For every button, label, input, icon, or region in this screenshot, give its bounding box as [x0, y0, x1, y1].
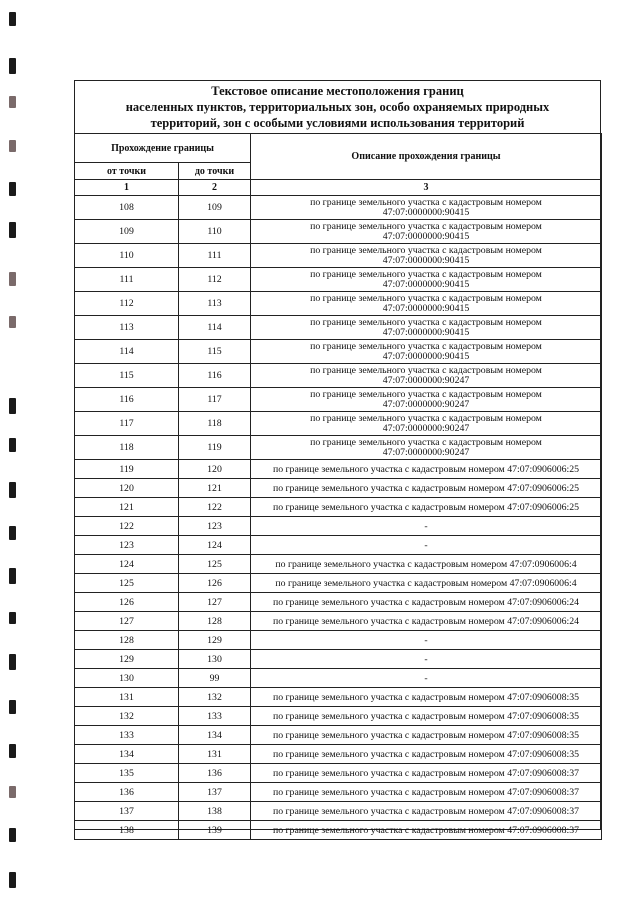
cell-description	[251, 388, 602, 412]
table-row	[75, 764, 602, 783]
cell-from-point: 137	[75, 802, 179, 821]
table-row	[75, 340, 602, 364]
cell-from-point: 125	[75, 574, 179, 593]
cell-from-point: 136	[75, 783, 179, 802]
cell-description	[251, 316, 602, 340]
description-line: по границе земельного участка с кадастровым номером 47:07:0906006:24	[272, 596, 580, 608]
cell-from-point: 114	[75, 340, 179, 364]
table-row	[75, 688, 602, 707]
cell-description	[251, 340, 602, 364]
cadastral-number: 47:07:0000000:90415	[382, 350, 470, 362]
cell-to-point: 123	[179, 517, 251, 536]
cell-to-point: 139	[179, 821, 251, 840]
cell-description	[251, 292, 602, 316]
cadastral-number: 47:07:0000000:90415	[382, 278, 470, 290]
table-row	[75, 555, 602, 574]
binding-mark	[9, 12, 16, 26]
table-row	[75, 631, 602, 650]
cell-description	[251, 436, 602, 460]
binding-mark	[9, 222, 16, 238]
description-line: по границе земельного участка с кадастровым номером	[310, 388, 542, 400]
description-line: по границе земельного участка с кадастровым номером 47:07:0906006:4	[275, 577, 577, 589]
description-line: по границе земельного участка с кадастровым номером	[310, 268, 542, 280]
cell-from-point: 120	[75, 479, 179, 498]
table-row	[75, 436, 602, 460]
header-boundary-passage: Прохождение границы	[75, 134, 251, 163]
cell-description	[251, 593, 602, 612]
binding-mark	[9, 568, 16, 584]
table-row	[75, 536, 602, 555]
cell-description	[251, 479, 602, 498]
description-line: по границе земельного участка с кадастровым номером	[310, 244, 542, 256]
cell-description	[251, 196, 602, 220]
cell-from-point: 131	[75, 688, 179, 707]
description-line: по границе земельного участка с кадастровым номером 47:07:0906008:37	[272, 767, 580, 779]
cell-from-point: 128	[75, 631, 179, 650]
description-line: по границе земельного участка с кадастровым номером	[310, 364, 542, 376]
table-row	[75, 612, 602, 631]
cell-to-point: 111	[179, 244, 251, 268]
cell-from-point: 134	[75, 745, 179, 764]
description-line: -	[424, 539, 428, 551]
binding-mark	[9, 58, 16, 74]
cell-description	[251, 764, 602, 783]
cell-from-point: 132	[75, 707, 179, 726]
cell-description	[251, 220, 602, 244]
description-line: по границе земельного участка с кадастровым номером	[310, 220, 542, 232]
cell-to-point: 132	[179, 688, 251, 707]
description-line: по границе земельного участка с кадастровым номером 47:07:0906008:35	[272, 729, 580, 741]
cell-to-point: 120	[179, 460, 251, 479]
binding-mark	[9, 828, 16, 842]
cell-to-point: 131	[179, 745, 251, 764]
table-row	[75, 292, 602, 316]
cell-from-point: 109	[75, 220, 179, 244]
table-row	[75, 244, 602, 268]
table-row	[75, 220, 602, 244]
cell-description	[251, 460, 602, 479]
table-row	[75, 707, 602, 726]
table-row	[75, 802, 602, 821]
table-body	[75, 196, 602, 840]
cell-description	[251, 745, 602, 764]
cell-to-point: 116	[179, 364, 251, 388]
cell-to-point: 119	[179, 436, 251, 460]
description-line: по границе земельного участка с кадастровым номером 47:07:0906008:35	[272, 748, 580, 760]
cadastral-number: 47:07:0000000:90415	[382, 206, 470, 218]
cell-from-point: 111	[75, 268, 179, 292]
binding-mark	[9, 744, 16, 758]
table-row	[75, 650, 602, 669]
header-to-point: до точки	[179, 163, 251, 180]
description-line: по границе земельного участка с кадастровым номером	[310, 340, 542, 352]
cell-description	[251, 821, 602, 840]
table-row	[75, 479, 602, 498]
cell-to-point: 121	[179, 479, 251, 498]
cell-description	[251, 802, 602, 821]
cell-to-point: 113	[179, 292, 251, 316]
cell-description	[251, 268, 602, 292]
cell-from-point: 119	[75, 460, 179, 479]
table-row	[75, 460, 602, 479]
table-row	[75, 593, 602, 612]
cell-from-point: 116	[75, 388, 179, 412]
description-line: по границе земельного участка с кадастровым номером	[310, 316, 542, 328]
cell-to-point: 134	[179, 726, 251, 745]
description-line: по границе земельного участка с кадастровым номером 47:07:0906008:35	[272, 691, 580, 703]
description-line: -	[424, 672, 428, 684]
cell-description	[251, 536, 602, 555]
document-title	[74, 83, 601, 131]
cell-to-point: 136	[179, 764, 251, 783]
binding-mark	[9, 140, 16, 152]
binding-mark	[9, 872, 16, 888]
cell-description	[251, 612, 602, 631]
cadastral-number: 47:07:0000000:90415	[382, 326, 470, 338]
binding-mark	[9, 612, 16, 624]
table-row	[75, 364, 602, 388]
cell-from-point: 121	[75, 498, 179, 517]
cell-to-point: 133	[179, 707, 251, 726]
cell-description	[251, 650, 602, 669]
description-line: по границе земельного участка с кадастровым номером 47:07:0906008:37	[272, 805, 580, 817]
cell-from-point: 135	[75, 764, 179, 783]
cell-from-point: 124	[75, 555, 179, 574]
header-description: Описание прохождения границы	[251, 134, 602, 180]
description-line: по границе земельного участка с кадастровым номером 47:07:0906006:25	[272, 463, 580, 475]
description-line: по границе земельного участка с кадастровым номером 47:07:0906006:4	[275, 558, 577, 570]
table-row	[75, 268, 602, 292]
cell-description	[251, 783, 602, 802]
table-row	[75, 498, 602, 517]
cell-to-point: 117	[179, 388, 251, 412]
description-line: по границе земельного участка с кадастровым номером	[310, 292, 542, 304]
cell-description	[251, 631, 602, 650]
binding-mark	[9, 482, 16, 498]
cell-from-point: 126	[75, 593, 179, 612]
binding-mark	[9, 96, 16, 108]
binding-mark	[9, 700, 16, 714]
cadastral-number: 47:07:0000000:90415	[382, 254, 470, 266]
header-col-number-2: 2	[179, 180, 251, 196]
description-line: по границе земельного участка с кадастровым номером 47:07:0906006:25	[272, 482, 580, 494]
cell-to-point: 126	[179, 574, 251, 593]
description-line: по границе земельного участка с кадастровым номером	[310, 412, 542, 424]
cell-to-point: 125	[179, 555, 251, 574]
description-line: по границе земельного участка с кадастровым номером 47:07:0906008:37	[272, 786, 580, 798]
table-row	[75, 388, 602, 412]
description-line: по границе земельного участка с кадастровым номером 47:07:0906006:24	[272, 615, 580, 627]
cell-from-point: 138	[75, 821, 179, 840]
cell-description	[251, 726, 602, 745]
cell-description	[251, 517, 602, 536]
cell-description	[251, 555, 602, 574]
cadastral-number: 47:07:0000000:90247	[382, 446, 470, 458]
cell-description	[251, 498, 602, 517]
table-row	[75, 783, 602, 802]
header-col-number-1: 1	[75, 180, 179, 196]
cell-from-point: 127	[75, 612, 179, 631]
cell-description	[251, 244, 602, 268]
cell-from-point: 110	[75, 244, 179, 268]
table-row	[75, 196, 602, 220]
cell-to-point: 112	[179, 268, 251, 292]
binding-mark	[9, 526, 16, 540]
binding-mark	[9, 654, 16, 670]
cell-to-point: 129	[179, 631, 251, 650]
cell-from-point: 117	[75, 412, 179, 436]
cell-description	[251, 412, 602, 436]
cell-to-point: 127	[179, 593, 251, 612]
cell-from-point: 112	[75, 292, 179, 316]
cell-from-point: 133	[75, 726, 179, 745]
cell-to-point: 114	[179, 316, 251, 340]
description-line: по границе земельного участка с кадастровым номером 47:07:0906008:37	[272, 824, 580, 836]
cell-to-point: 99	[179, 669, 251, 688]
cell-from-point: 130	[75, 669, 179, 688]
binding-mark	[9, 316, 16, 328]
cadastral-number: 47:07:0000000:90247	[382, 374, 470, 386]
cell-to-point: 122	[179, 498, 251, 517]
cell-description	[251, 688, 602, 707]
boundary-description-table	[74, 133, 602, 840]
cell-description	[251, 707, 602, 726]
cell-from-point: 115	[75, 364, 179, 388]
description-line: по границе земельного участка с кадастровым номером 47:07:0906006:25	[272, 501, 580, 513]
cadastral-number: 47:07:0000000:90415	[382, 230, 470, 242]
cadastral-number: 47:07:0000000:90247	[382, 422, 470, 434]
binding-mark	[9, 182, 16, 196]
cadastral-number: 47:07:0000000:90415	[382, 302, 470, 314]
description-line: по границе земельного участка с кадастровым номером	[310, 436, 542, 448]
binding-mark	[9, 438, 16, 452]
binding-mark	[9, 272, 16, 286]
table-row	[75, 745, 602, 764]
cell-from-point: 108	[75, 196, 179, 220]
table-row	[75, 574, 602, 593]
title-line-3: территорий, зон с особыми условиями использования территорий	[150, 116, 525, 130]
cadastral-number: 47:07:0000000:90247	[382, 398, 470, 410]
cell-to-point: 110	[179, 220, 251, 244]
table-row	[75, 412, 602, 436]
cell-to-point: 115	[179, 340, 251, 364]
cell-to-point: 128	[179, 612, 251, 631]
cell-from-point: 129	[75, 650, 179, 669]
cell-description	[251, 364, 602, 388]
header-from-point: от точки	[75, 163, 179, 180]
binding-mark	[9, 398, 16, 414]
table-row	[75, 517, 602, 536]
table-row	[75, 669, 602, 688]
binding-mark	[9, 786, 16, 798]
table-row	[75, 316, 602, 340]
cell-to-point: 118	[179, 412, 251, 436]
cell-to-point: 138	[179, 802, 251, 821]
cell-from-point: 118	[75, 436, 179, 460]
cell-to-point: 137	[179, 783, 251, 802]
cell-description	[251, 574, 602, 593]
description-line: -	[424, 520, 428, 532]
cell-description	[251, 669, 602, 688]
description-line: -	[424, 653, 428, 665]
title-line-2: населенных пунктов, территориальных зон, особо охраняемых природных	[125, 100, 550, 114]
table-row	[75, 726, 602, 745]
description-line: по границе земельного участка с кадастровым номером	[310, 196, 542, 208]
description-line: по границе земельного участка с кадастровым номером 47:07:0906008:35	[272, 710, 580, 722]
cell-from-point: 123	[75, 536, 179, 555]
title-line-1: Текстовое описание местоположения границ	[211, 84, 464, 98]
cell-from-point: 122	[75, 517, 179, 536]
header-col-number-3: 3	[251, 180, 602, 196]
table-row	[75, 821, 602, 840]
cell-to-point: 124	[179, 536, 251, 555]
description-line: -	[424, 634, 428, 646]
cell-from-point: 113	[75, 316, 179, 340]
cell-to-point: 130	[179, 650, 251, 669]
cell-to-point: 109	[179, 196, 251, 220]
